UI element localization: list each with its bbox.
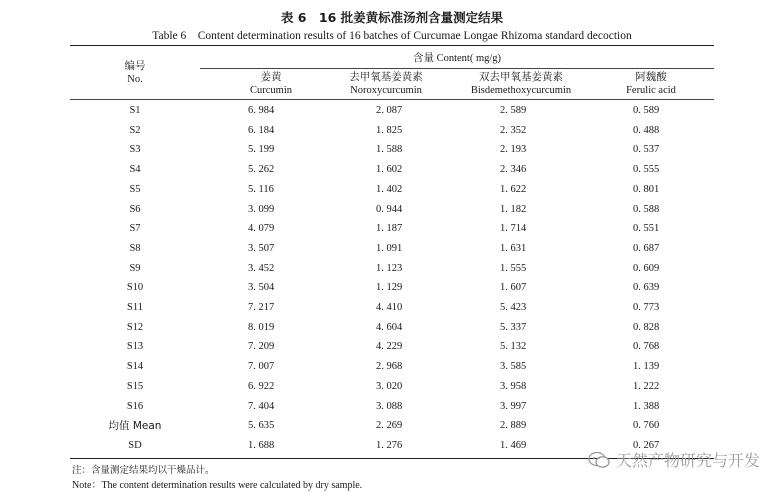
table-row [70,377,714,397]
cell-value: 1. 631 [500,242,527,254]
row-label: S9 [129,262,141,274]
cell-value: 1. 276 [376,439,403,451]
cell-value: 6. 184 [248,124,275,136]
cell-value: 7. 404 [248,400,275,412]
table-row [70,259,714,279]
cell-value: 7. 217 [248,302,275,313]
cell-value: 4. 079 [248,223,275,235]
cell-value: 0. 828 [633,321,660,333]
cell-value: 5. 262 [248,164,275,176]
header-col-ferulic-acid-cn: 阿魏酸 [635,71,667,83]
cell-value: 1. 607 [500,282,527,294]
cell-value: 0. 639 [633,282,660,294]
cell-value: 5. 116 [248,183,274,195]
row-label: S15 [126,380,144,392]
cell-value: 4. 604 [376,321,403,333]
table-row [70,239,714,259]
cell-value: 1. 602 [376,164,403,176]
header-col-noroxycurcumin-en: Noroxycurcumin [350,85,422,96]
cell-value: 1. 222 [633,380,660,392]
header-col-bisdemethoxycurcumin-en: Bisdemethoxycurcumin [470,85,572,96]
table-row [70,101,714,121]
cell-value: 5. 199 [248,144,275,156]
cell-value: 5. 635 [248,420,275,432]
cell-value: 3. 099 [248,203,275,215]
cell-value: 2. 589 [500,105,527,116]
table-note-en: Note：The content determination results were calculated by dry sample. [72,480,363,491]
cell-value: 3. 504 [248,282,275,294]
cell-value: 2. 193 [500,144,527,156]
header-col-bisdemethoxycurcumin-cn: 双去甲氧基姜黄素 [479,71,563,83]
row-label: S12 [126,321,144,333]
table-top-rule [70,45,714,46]
cell-value: 1. 182 [500,203,527,215]
cell-value: 3. 088 [376,400,403,412]
cell-value: 4. 229 [376,341,403,353]
cell-value: 3. 585 [500,361,527,373]
cell-value: 0. 687 [633,242,660,254]
cell-value: 0. 588 [633,203,660,215]
header-col-curcumin-en: Curcumin [250,85,292,96]
cell-value: 5. 337 [500,321,527,333]
cell-value: 8. 019 [248,321,275,333]
cell-value: 2. 968 [376,361,403,373]
row-label: S4 [129,164,141,176]
header-id-en: No. [127,74,143,85]
watermark [588,448,760,471]
table-row [70,140,714,160]
header-col-bisdemethoxycurcumin [446,71,596,97]
cell-value: 1. 139 [633,361,660,373]
row-label: 均值 Mean [108,420,162,433]
cell-value: 2. 346 [500,164,527,176]
header-col-noroxycurcumin [326,71,446,97]
cell-value: 1. 555 [500,262,527,274]
cell-value: 1. 187 [376,223,403,235]
row-label: S13 [126,341,144,353]
table-row [70,337,714,357]
cell-value: 3. 997 [500,400,527,412]
row-label: S1 [129,105,141,116]
row-label: S2 [129,124,141,136]
cell-value: 2. 352 [500,124,527,136]
header-col-curcumin [216,71,326,97]
cell-value: 1. 688 [248,439,275,451]
cell-value: 3. 452 [248,262,275,274]
header-col-ferulic-acid [596,71,706,97]
cell-value: 1. 825 [376,124,403,136]
wechat-icon [588,451,610,469]
cell-value: 0. 609 [633,262,660,274]
header-group-content: 含量 Content( mg/g) [412,53,502,64]
table-title-en: Table 6 Content determination results of 16 batches of Curcumae Longae Rhizoma standard decoction [152,30,632,42]
header-id-cn: 编号 [124,60,146,72]
cell-value: 3. 020 [376,380,403,392]
row-label: S6 [129,203,141,215]
row-label: SD [128,439,142,451]
table-row [70,121,714,141]
row-label: S16 [126,400,144,412]
cell-value: 0. 801 [633,183,660,195]
cell-value: 5. 132 [500,341,527,353]
cell-value: 1. 123 [376,262,403,274]
table-row [70,318,714,338]
cell-value: 0. 768 [633,341,660,353]
table-row [70,278,714,298]
table-title-cn: 表 6 16 批姜黄标准汤剂含量测定结果 [280,10,504,25]
cell-value: 6. 984 [248,105,275,116]
header-group-rule [200,68,714,69]
cell-value: 1. 091 [376,242,403,254]
cell-value: 3. 507 [248,242,275,254]
cell-value: 4. 410 [376,302,403,313]
table-row [70,200,714,220]
cell-value: 0. 551 [633,223,660,235]
table-note-cn: 注：含量测定结果均以干燥品计。 [72,465,215,476]
row-label: S5 [129,183,141,195]
header-bottom-rule [70,99,714,100]
cell-value: 2. 269 [376,420,403,432]
table-row [70,416,714,436]
cell-value: 0. 537 [633,144,660,156]
cell-value: 6. 922 [248,380,275,392]
cell-value: 7. 007 [248,361,275,373]
table-row [70,397,714,417]
cell-value: 1. 714 [500,223,527,235]
cell-value: 1. 588 [376,144,403,156]
table-row [70,219,714,239]
table-row [70,298,714,318]
table-row [70,160,714,180]
cell-value: 1. 469 [500,439,527,451]
row-label: S11 [127,302,143,313]
cell-value: 2. 889 [500,420,527,432]
cell-value: 1. 129 [376,282,403,294]
cell-value: 1. 388 [633,400,660,412]
header-id [70,60,200,86]
header-col-ferulic-acid-en: Ferulic acid [626,85,676,96]
cell-value: 7. 209 [248,341,275,353]
cell-value: 0. 760 [633,420,660,432]
cell-value: 3. 958 [500,380,527,392]
row-label: S3 [129,144,141,156]
cell-value: 1. 402 [376,183,403,195]
cell-value: 0. 488 [633,124,660,136]
cell-value: 5. 423 [500,302,527,313]
cell-value: 0. 555 [633,164,660,176]
row-label: S7 [129,223,141,235]
watermark-text: 天然产物研究与开发 [615,451,760,470]
table-row [70,180,714,200]
header-col-noroxycurcumin-cn: 去甲氧基姜黄素 [349,71,423,83]
cell-value: 2. 087 [376,105,403,116]
row-label: S8 [129,242,141,254]
table-row [70,357,714,377]
cell-value: 0. 944 [376,203,403,215]
row-label: S14 [126,361,144,373]
row-label: S10 [126,282,144,294]
header-col-curcumin-cn: 姜黄 [260,71,282,83]
cell-value: 1. 622 [500,183,527,195]
cell-value: 0. 267 [633,439,660,451]
cell-value: 0. 773 [633,302,660,313]
cell-value: 0. 589 [633,105,660,116]
